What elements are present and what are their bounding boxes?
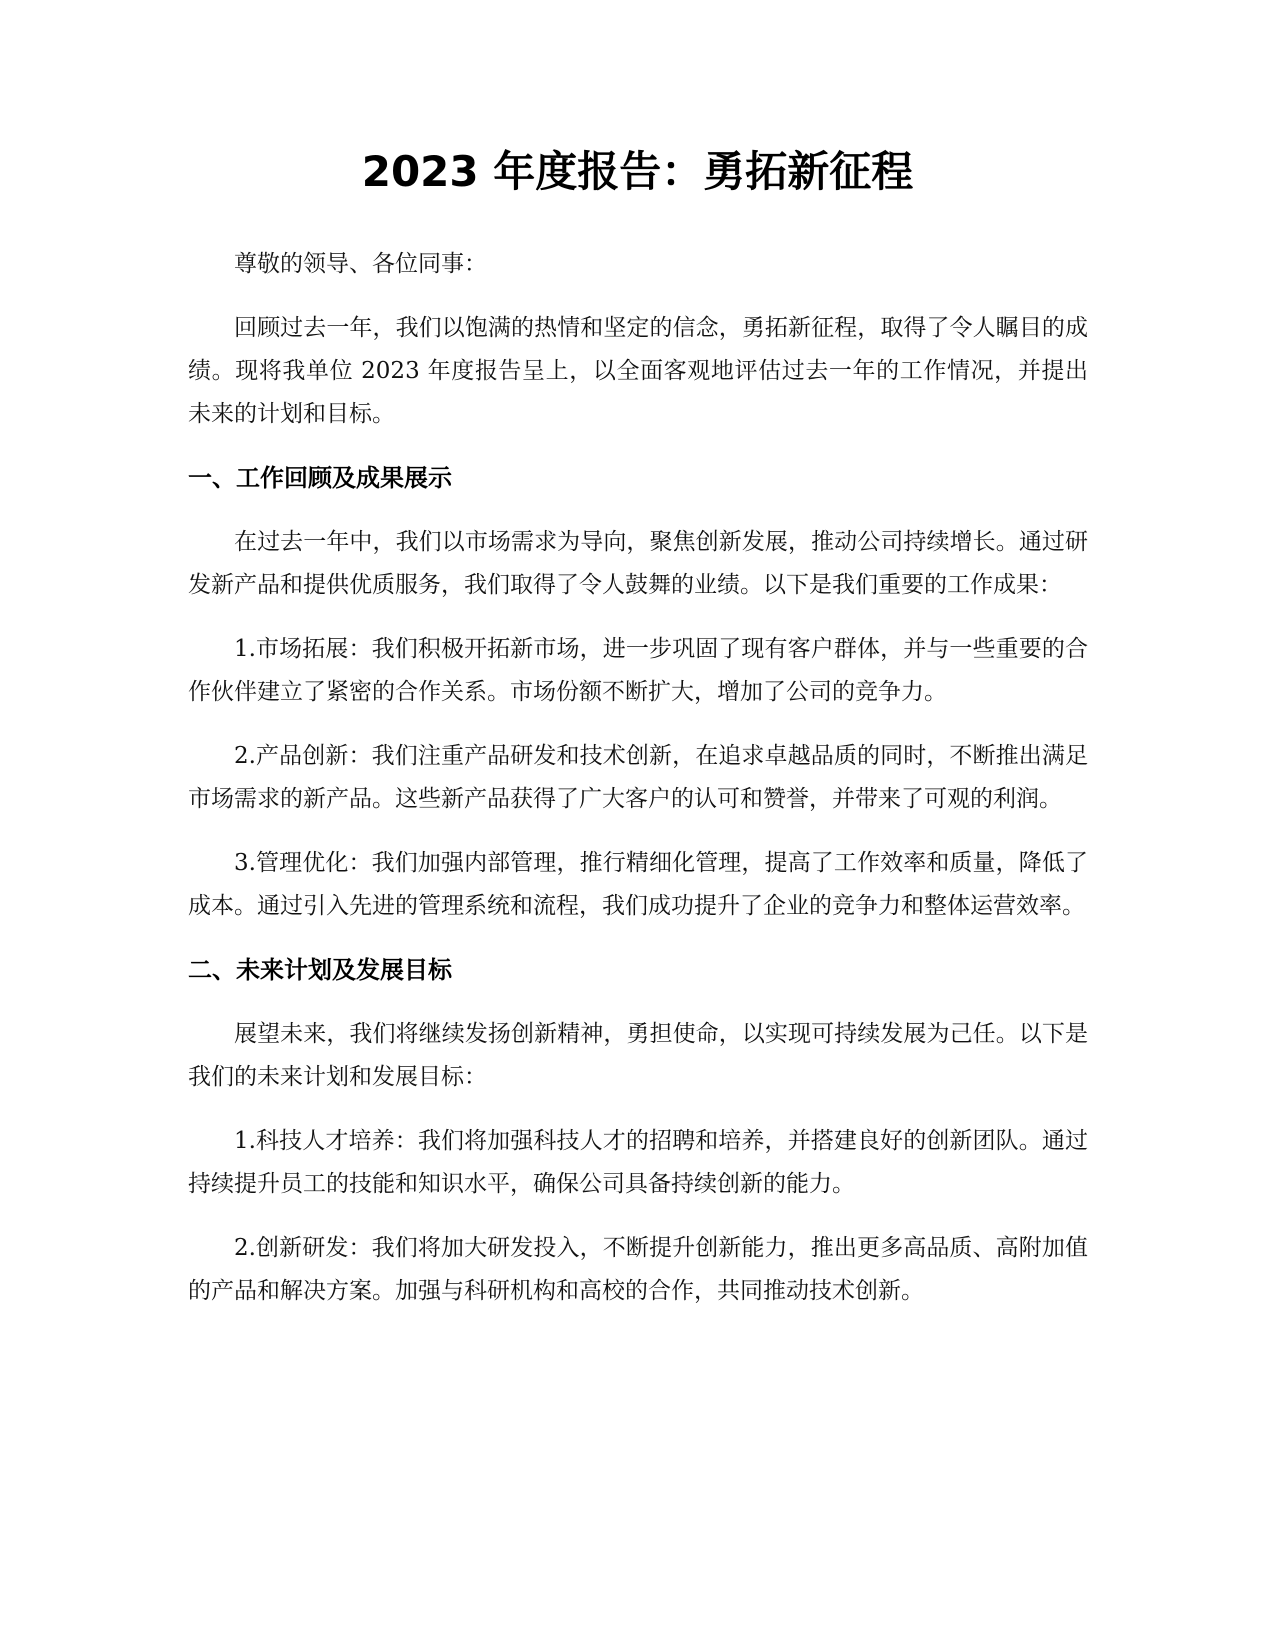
section-heading-review: 一、工作回顾及成果展示 bbox=[188, 464, 452, 492]
plan-item-talent: 1.科技人才培养：我们将加强科技人才的招聘和培养，并搭建良好的创新团队。通过持续提升员工的技能和知识水平，确保公司具备持续创新的能力。 bbox=[188, 1128, 1088, 1197]
salutation: 尊敬的领导、各位同事： bbox=[234, 251, 487, 277]
document-title: 2023 年度报告：勇拓新征程 bbox=[361, 147, 914, 196]
intro-paragraph: 回顾过去一年，我们以饱满的热情和坚定的信念，勇拓新征程，取得了令人瞩目的成绩。现将我单位 2023 年度报告呈上，以全面客观地评估过去一年的工作情况，并提出未来的计划和目标。 bbox=[188, 315, 1088, 427]
achievement-item-product: 2.产品创新：我们注重产品研发和技术创新，在追求卓越品质的同时，不断推出满足市场需求的新产品。这些新产品获得了广大客户的认可和赞誉，并带来了可观的利润。 bbox=[188, 743, 1088, 812]
section-heading-future: 二、未来计划及发展目标 bbox=[188, 956, 452, 984]
plan-item-rnd: 2.创新研发：我们将加大研发投入，不断提升创新能力，推出更多高品质、高附加值的产品和解决方案。加强与科研机构和高校的合作，共同推动技术创新。 bbox=[188, 1235, 1088, 1304]
section-future-intro: 展望未来，我们将继续发扬创新精神，勇担使命，以实现可持续发展为己任。以下是我们的未来计划和发展目标： bbox=[188, 1021, 1088, 1090]
document-body bbox=[188, 243, 1088, 1334]
section-review-intro: 在过去一年中，我们以市场需求为导向，聚焦创新发展，推动公司持续增长。通过研发新产品和提供优质服务，我们取得了令人鼓舞的业绩。以下是我们重要的工作成果： bbox=[188, 529, 1088, 598]
achievement-item-market: 1.市场拓展：我们积极开拓新市场，进一步巩固了现有客户群体，并与一些重要的合作伙伴建立了紧密的合作关系。市场份额不断扩大，增加了公司的竞争力。 bbox=[188, 636, 1088, 705]
achievement-item-management: 3.管理优化：我们加强内部管理，推行精细化管理，提高了工作效率和质量，降低了成本。通过引入先进的管理系统和流程，我们成功提升了企业的竞争力和整体运营效率。 bbox=[188, 850, 1088, 919]
